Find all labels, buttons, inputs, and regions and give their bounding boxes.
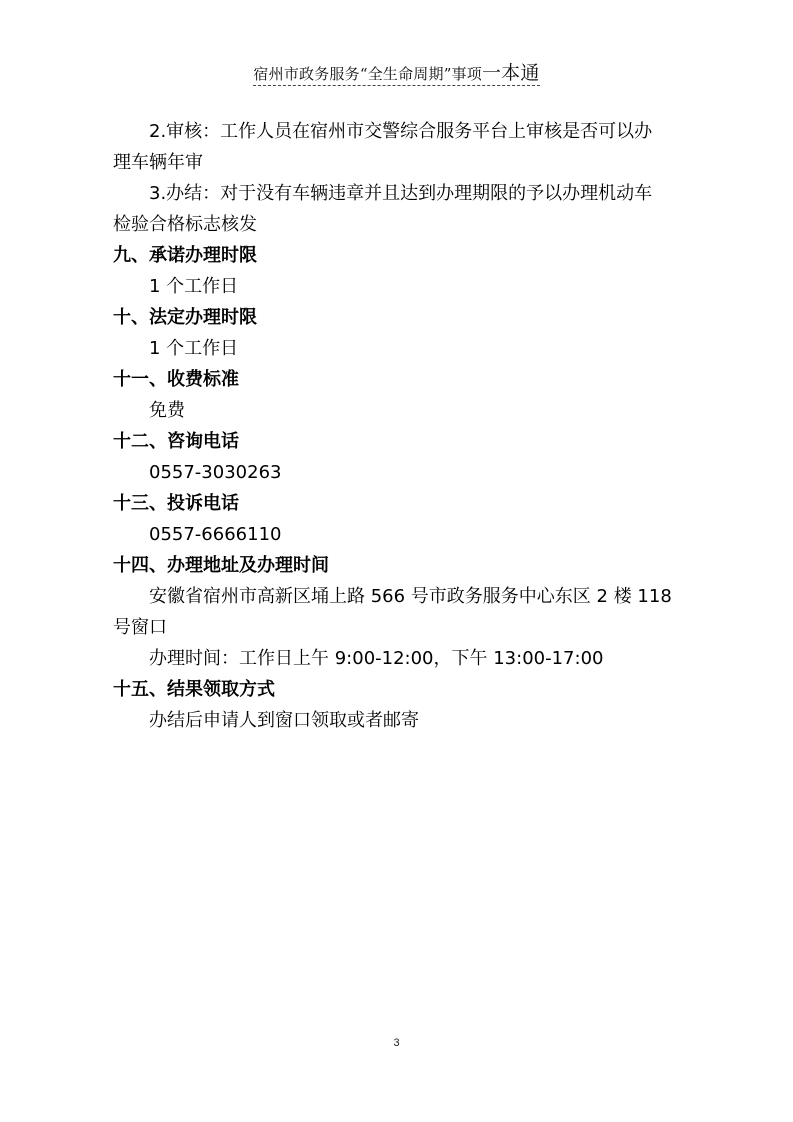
section-15-heading: 十五、结果领取方式 (113, 679, 275, 700)
step-2-line-1: 2.审核：工作人员在宿州市交警综合服务平台上审核是否可以办 (149, 121, 653, 142)
section-9-heading: 九、承诺办理时限 (113, 245, 257, 266)
step-3-line-2: 检验合格标志核发 (113, 214, 257, 235)
section-10-heading: 十、法定办理时限 (113, 307, 257, 328)
running-header (0, 58, 793, 85)
section-13-heading: 十三、投诉电话 (113, 493, 239, 514)
office-hours: 办理时间：工作日上午 9:00-12:00，下午 13:00-17:00 (149, 648, 604, 669)
section-11-text: 免费 (149, 400, 185, 421)
header-title-suffix: 一本通 (481, 62, 540, 84)
complaint-phone: 0557-6666110 (149, 524, 282, 545)
header-underline (253, 85, 540, 86)
section-14-heading: 十四、办理地址及办理时间 (113, 555, 329, 576)
step-2-line-2: 理车辆年审 (113, 152, 203, 173)
section-12-heading: 十二、咨询电话 (113, 431, 239, 452)
page-number: 3 (393, 1037, 400, 1049)
section-15-text: 办结后申请人到窗口领取或者邮寄 (149, 710, 419, 731)
step-3-line-1: 3.办结：对于没有车辆违章并且达到办理期限的予以办理机动车 (149, 183, 653, 204)
address-line-2: 号窗口 (113, 617, 167, 638)
consult-phone: 0557-3030263 (149, 462, 282, 483)
section-9-text: 1 个工作日 (149, 276, 239, 297)
document-body (113, 116, 693, 736)
section-11-heading: 十一、收费标准 (113, 369, 239, 390)
header-title: 宿州市政务服务“全生命周期”事项 (253, 65, 482, 83)
section-10-text: 1 个工作日 (149, 338, 239, 359)
address-line-1: 安徽省宿州市高新区埇上路 566 号市政务服务中心东区 2 楼 118 (149, 586, 672, 607)
